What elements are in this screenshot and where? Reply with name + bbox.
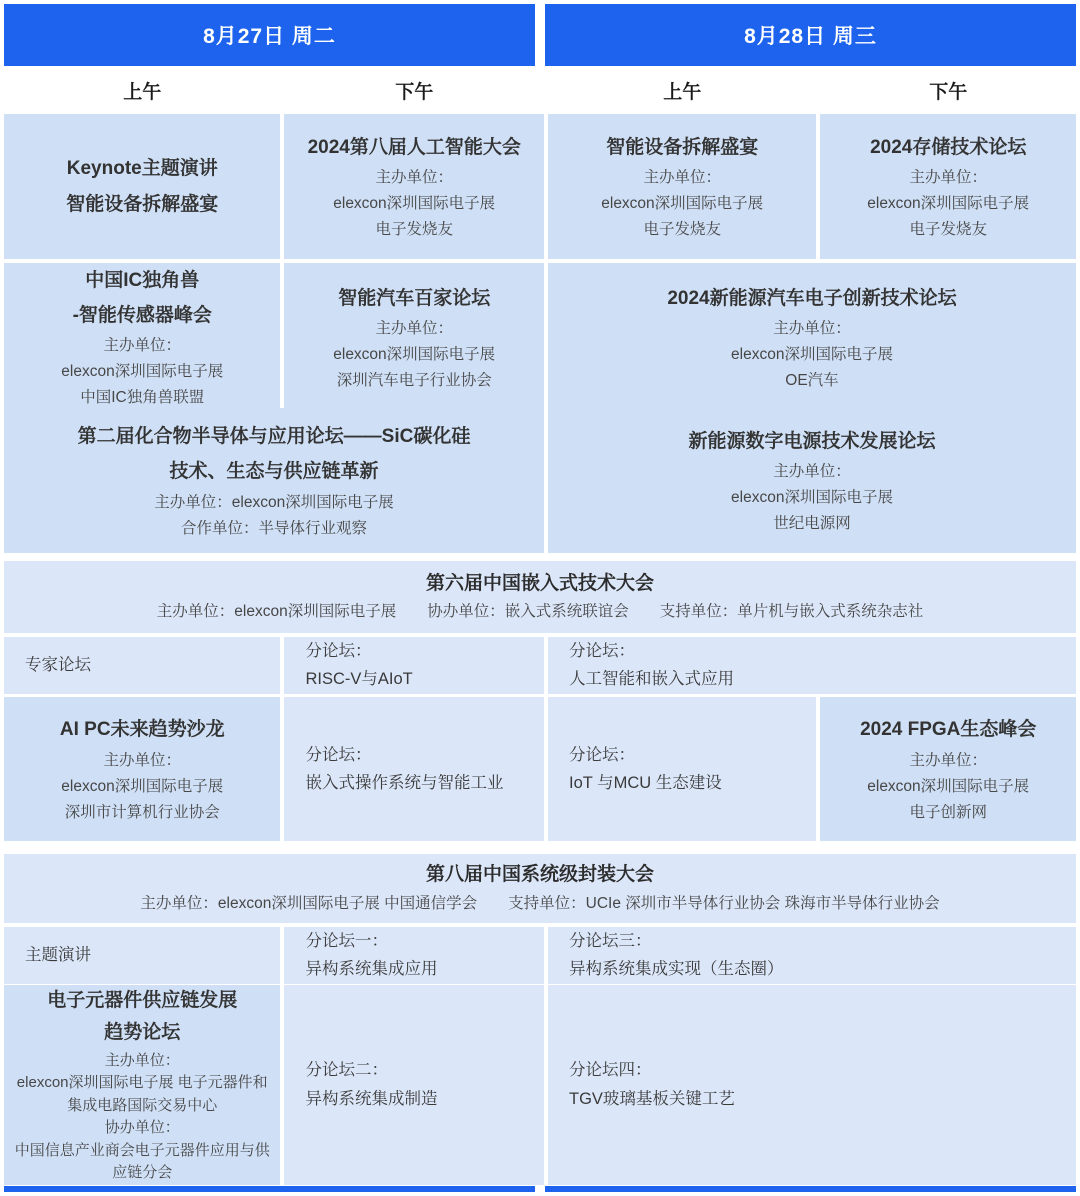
subforum-label: 分论坛： (568, 745, 635, 764)
event-title: 智能汽车百家论坛 (338, 287, 491, 309)
event-org: 电子创新网 (909, 803, 987, 821)
banner-title: 第六届中国嵌入式技术大会 (425, 572, 654, 594)
event-org-label: 主办单位： (643, 169, 721, 187)
embedded-subforum-row-1 (4, 637, 1076, 693)
subforum-label: 分论坛四： (568, 1061, 652, 1080)
banner-sip-conference (4, 854, 1076, 923)
event-org-label: 主办单位： (375, 169, 453, 187)
sip-conference-banner-row (4, 854, 1076, 923)
subforum-topic: 人工智能和嵌入式应用 (568, 670, 734, 689)
day-header-row (4, 4, 1076, 66)
subforum-topic: 嵌入式操作系统与智能工业 (305, 774, 504, 792)
event-org: elexcon深圳国际电子展 电子元器件和集成电路国际交易中心 (16, 1074, 268, 1114)
event-org: elexcon深圳国际电子展 (333, 195, 496, 213)
banner-orgs: 主办单位：elexcon深圳国际电子展 协办单位：嵌入式系统联谊会 支持单位：单片机与嵌入式系统杂志社 (156, 603, 924, 621)
event-org-label: 主办单位： (909, 751, 987, 769)
period-day1-pm: 下午 (284, 66, 544, 114)
sip-subforum-row-1 (4, 927, 1076, 981)
event-nev-electronics-forum (548, 263, 1076, 411)
event-smart-car-forum (284, 263, 544, 411)
event-org-label: 主办单位： (103, 337, 181, 355)
subforum-label: 分论坛： (305, 745, 372, 764)
subforum-label: 分论坛二： (305, 1061, 388, 1080)
event-org: 合作单位：半导体行业观察 (180, 519, 367, 537)
event-storage-forum (820, 114, 1076, 259)
subforum-topic: RISC-V与AIoT (305, 670, 413, 689)
period-day2-am: 上午 (548, 66, 816, 114)
partial-header-right (545, 1186, 1076, 1192)
banner-title: 第八届中国系统级封装大会 (425, 864, 654, 886)
event-org-label: 主办单位： (909, 169, 987, 187)
event-components-supply-chain-forum (4, 985, 280, 1185)
day-header-aug28: 8月28日 周三 (545, 4, 1076, 66)
schedule-row-3 (4, 408, 1076, 553)
event-sic-compound-semiconductor-forum (4, 408, 544, 553)
event-org: elexcon深圳国际电子展 (333, 345, 496, 363)
event-digital-power-forum (548, 408, 1076, 553)
subforum-4-tgv-glass-substrate (548, 985, 1076, 1185)
event-org: 主办单位：elexcon深圳国际电子展 (154, 493, 394, 511)
subforum-label: 分论坛： (305, 642, 372, 660)
subforum-1-heterogeneous-application (284, 927, 544, 984)
event-ic-unicorn-sensor-summit (4, 263, 280, 411)
event-org: 电子发烧友 (375, 221, 453, 239)
label-expert-forum (4, 637, 280, 694)
event-fpga-summit (820, 697, 1076, 841)
subforum-label: 分论坛一： (305, 932, 388, 950)
banner-embedded-conference (4, 561, 1076, 633)
event-org: elexcon深圳国际电子展 (867, 195, 1030, 213)
embedded-subforum-row-2 (4, 697, 1076, 841)
event-org: elexcon深圳国际电子展 (601, 195, 764, 213)
event-org: elexcon深圳国际电子展 (61, 363, 224, 381)
event-title: -智能传感器峰会 (72, 305, 212, 327)
event-ai-pc-salon (4, 697, 280, 841)
label-text: 主题演讲 (25, 946, 91, 965)
period-row (4, 66, 1076, 114)
event-org-label: 主办单位： (773, 319, 851, 337)
event-org: 深圳汽车电子行业协会 (336, 371, 492, 389)
event-org: OE汽车 (785, 371, 839, 389)
event-title: AI PC未来趋势沙龙 (59, 719, 225, 741)
event-title: 智能设备拆解盛宴 (66, 193, 219, 215)
label-topic-speech (4, 927, 280, 984)
subforum-3-heterogeneous-ecosystem (548, 927, 1076, 984)
event-title: 2024存储技术论坛 (870, 136, 1027, 158)
event-title: 第二届化合物半导体与应用论坛——SiC碳化硅 (77, 426, 471, 448)
period-day2-pm: 下午 (820, 66, 1076, 114)
schedule-row-2 (4, 263, 1076, 407)
event-title: 智能设备拆解盛宴 (606, 136, 759, 158)
subforum-label: 分论坛三： (568, 932, 652, 950)
label-text: 专家论坛 (25, 656, 91, 675)
event-title: 2024新能源汽车电子创新技术论坛 (667, 287, 957, 309)
event-org-label: 主办单位： (773, 463, 851, 481)
event-org-label: 协办单位： (104, 1119, 180, 1137)
event-org: elexcon深圳国际电子展 (867, 777, 1030, 795)
event-ai-conference (284, 114, 544, 259)
period-day1-am: 上午 (4, 66, 280, 114)
event-org: 深圳市计算机行业协会 (64, 803, 220, 821)
subforum-topic: 异构系统集成实现（生态圈） (568, 960, 784, 979)
subforum-riscv-aiot (284, 637, 544, 694)
day-header-aug27: 8月27日 周二 (4, 4, 535, 66)
sip-subforum-row-2 (4, 985, 1076, 1182)
event-org: 中国IC独角兽联盟 (80, 389, 205, 407)
event-title: 技术、生态与供应链革新 (169, 461, 379, 483)
subforum-topic: IoT 与MCU 生态建设 (568, 774, 722, 792)
event-org: elexcon深圳国际电子展 (731, 489, 893, 507)
subforum-topic: TGV玻璃基板关键工艺 (568, 1089, 735, 1108)
subforum-iot-mcu (548, 697, 816, 841)
event-org-label: 主办单位： (375, 319, 453, 337)
partial-header-left (4, 1186, 535, 1192)
event-org: elexcon深圳国际电子展 (61, 777, 224, 795)
event-title: 2024 FPGA生态峰会 (860, 719, 1037, 741)
event-device-teardown (548, 114, 816, 259)
event-org: elexcon深圳国际电子展 (731, 345, 893, 363)
subforum-embedded-os-industry (284, 697, 544, 841)
partial-next-header-row (4, 1186, 1076, 1192)
subforum-2-heterogeneous-manufacturing (284, 985, 544, 1185)
event-title: 新能源数字电源技术发展论坛 (688, 430, 936, 452)
event-org: 电子发烧友 (643, 221, 721, 239)
event-title: Keynote主题演讲 (66, 158, 218, 180)
subforum-topic: 异构系统集成应用 (305, 960, 438, 979)
event-org: 中国信息产业商会电子元器件应用与供应链分会 (14, 1141, 270, 1182)
subforum-topic: 异构系统集成制造 (305, 1089, 438, 1108)
embedded-conference-banner-row (4, 561, 1076, 633)
event-org-label: 主办单位： (103, 751, 181, 769)
event-keynote-teardown (4, 114, 280, 259)
event-title: 趋势论坛 (104, 1022, 181, 1044)
banner-orgs: 主办单位：elexcon深圳国际电子展 中国通信学会 支持单位：UCIe 深圳市半导体行业协会 珠海市半导体行业协会 (140, 894, 940, 912)
subforum-label: 分论坛： (568, 642, 635, 660)
schedule-row-1 (4, 114, 1076, 259)
event-title: 2024第八届人工智能大会 (307, 136, 521, 158)
event-org: 世纪电源网 (773, 515, 851, 533)
event-org: 电子发烧友 (909, 221, 987, 239)
subforum-ai-embedded (548, 637, 1076, 694)
event-org-label: 主办单位： (104, 1051, 180, 1069)
event-title: 电子元器件供应链发展 (47, 990, 238, 1011)
event-title: 中国IC独角兽 (85, 270, 200, 291)
